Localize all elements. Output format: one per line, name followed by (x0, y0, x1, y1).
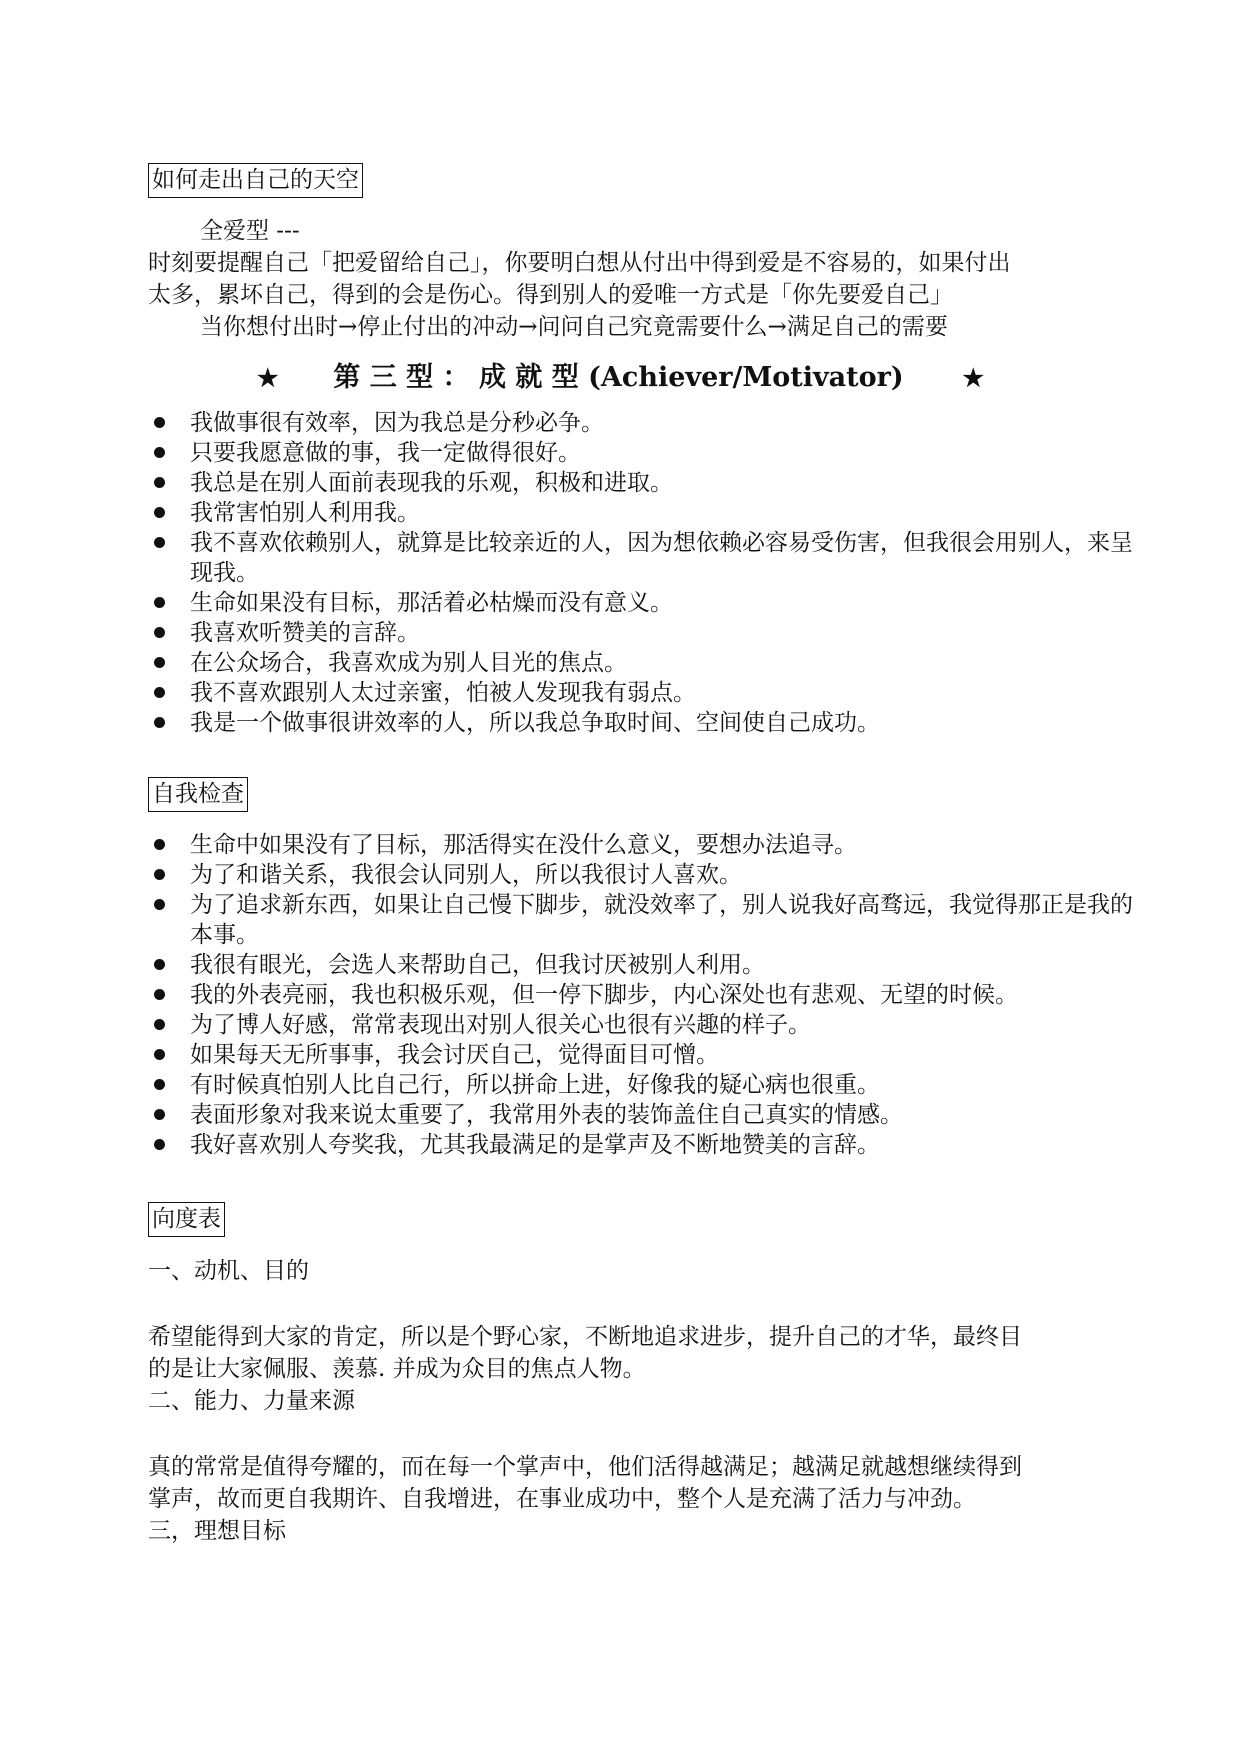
list-item (148, 830, 1138, 860)
type-heading (0, 358, 1241, 398)
list-item-text: 为了追求新东西，如果让自己慢下脚步，就没效率了，别人说我好高骛远，我觉得那正是我的本事。 (190, 892, 1133, 948)
list-item (148, 498, 1138, 528)
list-item-text: 我常害怕别人利用我。 (190, 500, 420, 526)
bullet-icon (154, 447, 165, 458)
list-item (148, 678, 1138, 708)
list-item (148, 468, 1138, 498)
bullet-icon (154, 989, 165, 1000)
bullet-icon (154, 507, 165, 518)
bullet-icon (154, 1109, 165, 1120)
paragraph-line: 真的常常是值得夸耀的，而在每一个掌声中，他们活得越满足；越满足就越想继续得到 (148, 1454, 1022, 1480)
bullet-icon (154, 657, 165, 668)
list-item (148, 408, 1138, 438)
list-item (148, 438, 1138, 468)
bullet-icon (154, 869, 165, 880)
list-item (148, 950, 1138, 980)
self-check-label: 自我检查 (148, 777, 248, 812)
list-item (148, 890, 1138, 950)
list-item (148, 708, 1138, 738)
bullet-icon (154, 1079, 165, 1090)
list-item-text: 我好喜欢别人夸奖我，尤其我最满足的是掌声及不断地赞美的言辞。 (190, 1132, 880, 1158)
list-item (148, 1070, 1138, 1100)
list-item (148, 860, 1138, 890)
dimension-title: 二、能力、力量来源 (148, 1388, 355, 1414)
dimension-title: 三，理想目标 (148, 1518, 286, 1544)
list-item (148, 1130, 1138, 1160)
list-item-text: 有时候真怕别人比自己行，所以拼命上进，好像我的疑心病也很重。 (190, 1072, 880, 1098)
list-item (148, 618, 1138, 648)
paragraph-line: 的是让大家佩服、羡慕. 并成为众目的焦点人物。 (148, 1356, 646, 1382)
list-item-text: 如果每天无所事事，我会讨厌自己，觉得面目可憎。 (190, 1042, 719, 1068)
list-item-text: 我不喜欢跟别人太过亲蜜，怕被人发现我有弱点。 (190, 680, 696, 706)
heading-text: 第 三 型 ： 成 就 型 (Achiever/Motivator) (333, 362, 904, 393)
list-item (148, 648, 1138, 678)
list-item-text: 我不喜欢依赖别人，就算是比较亲近的人，因为想依赖必容易受伤害，但我很会用别人，来呈现我。 (190, 530, 1133, 586)
paragraph-line: 掌声，故而更自我期许、自我增进，在事业成功中，整个人是充满了活力与冲劲。 (148, 1486, 976, 1512)
paragraph-line: 太多，累坏自己，得到的会是伤心。得到别人的爱唯一方式是「你先要爱自己」 (148, 282, 953, 308)
paragraph-line: 希望能得到大家的肯定，所以是个野心家，不断地追求进步，提升自己的才华，最终目 (148, 1324, 1022, 1350)
list-item (148, 588, 1138, 618)
list-item (148, 1010, 1138, 1040)
bullet-icon (154, 417, 165, 428)
bullet-icon (154, 477, 165, 488)
section-box-label: 如何走出自己的天空 (148, 163, 363, 198)
list-item (148, 1100, 1138, 1130)
list-item-text: 生命如果没有目标，那活着必枯燥而没有意义。 (190, 590, 673, 616)
dimension-title: 一、动机、目的 (148, 1258, 309, 1284)
bullet-icon (154, 537, 165, 548)
list-item-text: 我做事很有效率，因为我总是分秒必争。 (190, 410, 604, 436)
star-icon: ★ (962, 363, 984, 392)
list-item-text: 生命中如果没有了目标，那活得实在没什么意义，要想办法追寻。 (190, 832, 857, 858)
trait-list (148, 408, 1138, 738)
star-icon: ★ (257, 363, 279, 392)
list-item-text: 表面形象对我来说太重要了，我常用外表的装饰盖住自己真实的情感。 (190, 1102, 903, 1128)
bullet-icon (154, 1019, 165, 1030)
bullet-icon (154, 627, 165, 638)
bullet-icon (154, 959, 165, 970)
list-item-text: 我总是在别人面前表现我的乐观，积极和进取。 (190, 470, 673, 496)
flow-line: 当你想付出时→停止付出的冲动→问问自己究竟需要什么→满足自己的需要 (200, 314, 948, 340)
bullet-icon (154, 717, 165, 728)
list-item-text: 为了博人好感，常常表现出对别人很关心也很有兴趣的样子。 (190, 1012, 811, 1038)
bullet-icon (154, 597, 165, 608)
list-item-text: 在公众场合，我喜欢成为别人目光的焦点。 (190, 650, 627, 676)
bullet-icon (154, 899, 165, 910)
bullet-icon (154, 839, 165, 850)
list-item-text: 为了和谐关系，我很会认同别人，所以我很讨人喜欢。 (190, 862, 742, 888)
list-item-text: 只要我愿意做的事，我一定做得很好。 (190, 440, 581, 466)
list-item (148, 1040, 1138, 1070)
bullet-icon (154, 1139, 165, 1150)
list-item-text: 我很有眼光，会选人来帮助自己，但我讨厌被别人利用。 (190, 952, 765, 978)
paragraph-line: 时刻要提醒自己「把爱留给自己」，你要明白想从付出中得到爱是不容易的，如果付出 (148, 250, 1011, 276)
bullet-icon (154, 687, 165, 698)
list-item-text: 我是一个做事很讲效率的人，所以我总争取时间、空间使自己成功。 (190, 710, 880, 736)
list-item-text: 我喜欢听赞美的言辞。 (190, 620, 420, 646)
list-item-text: 我的外表亮丽，我也积极乐观，但一停下脚步，内心深处也有悲观、无望的时候。 (190, 982, 1018, 1008)
dimension-table-label: 向度表 (148, 1202, 225, 1237)
list-item (148, 528, 1138, 588)
bullet-icon (154, 1049, 165, 1060)
self-check-list (148, 830, 1138, 1160)
subheading: 全爱型 --- (200, 218, 300, 244)
list-item (148, 980, 1138, 1010)
